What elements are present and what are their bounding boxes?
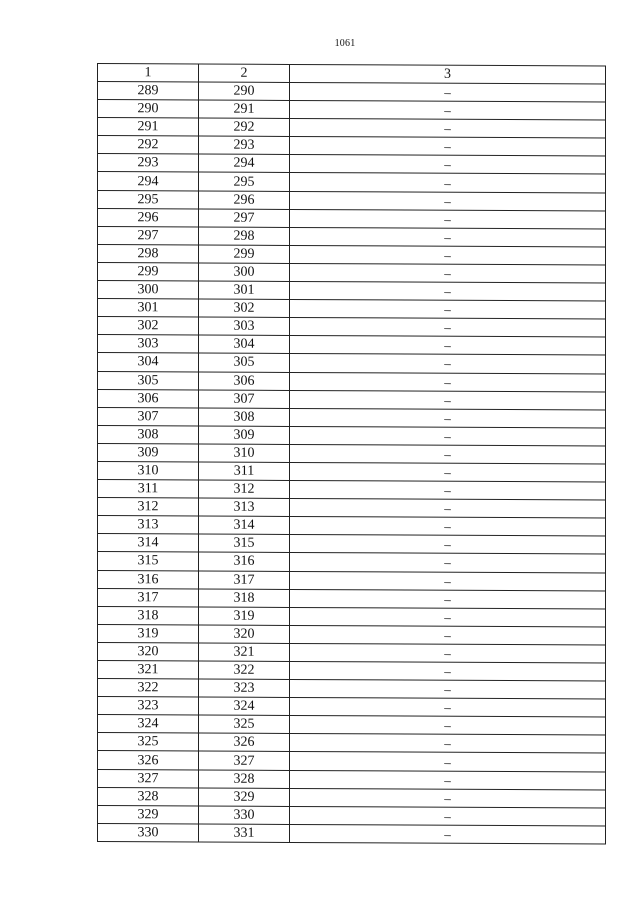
cell-col-3: – bbox=[290, 82, 606, 102]
cell-col-2: 290 bbox=[199, 82, 290, 101]
cell-col-2: 315 bbox=[199, 534, 290, 553]
cell-col-1: 322 bbox=[98, 679, 199, 698]
cell-col-3: – bbox=[290, 571, 606, 591]
cell-col-1: 310 bbox=[98, 461, 199, 480]
cell-col-2: 295 bbox=[199, 172, 290, 191]
cell-col-2: 300 bbox=[199, 263, 290, 282]
cell-col-2: 292 bbox=[199, 118, 290, 137]
cell-col-3: – bbox=[290, 191, 606, 211]
cell-col-1: 306 bbox=[98, 389, 199, 408]
cell-col-2: 327 bbox=[199, 751, 290, 770]
cell-col-3: – bbox=[290, 372, 606, 392]
cell-col-2: 319 bbox=[199, 607, 290, 626]
page-number: 1061 bbox=[334, 38, 356, 49]
cell-col-1: 299 bbox=[98, 262, 199, 281]
column-header-3: 3 bbox=[290, 64, 606, 84]
cell-col-1: 295 bbox=[98, 190, 199, 209]
cell-col-1: 292 bbox=[98, 136, 199, 155]
cell-col-3: – bbox=[290, 716, 606, 736]
cell-col-2: 326 bbox=[199, 733, 290, 752]
cell-col-2: 311 bbox=[199, 462, 290, 481]
cell-col-2: 307 bbox=[199, 390, 290, 409]
cell-col-1: 309 bbox=[98, 443, 199, 462]
cell-col-3: – bbox=[290, 426, 606, 446]
cell-col-2: 318 bbox=[199, 589, 290, 608]
cell-col-1: 324 bbox=[98, 715, 199, 734]
cell-col-2: 296 bbox=[199, 191, 290, 210]
cell-col-1: 330 bbox=[98, 823, 199, 842]
cell-col-2: 302 bbox=[199, 299, 290, 318]
cell-col-2: 316 bbox=[199, 552, 290, 571]
cell-col-2: 293 bbox=[199, 136, 290, 155]
cell-col-2: 317 bbox=[199, 571, 290, 590]
cell-col-1: 318 bbox=[98, 606, 199, 625]
cell-col-2: 294 bbox=[199, 154, 290, 173]
cell-col-1: 291 bbox=[98, 118, 199, 137]
cell-col-2: 298 bbox=[199, 227, 290, 246]
cell-col-2: 309 bbox=[199, 426, 290, 445]
column-header-1: 1 bbox=[98, 64, 199, 82]
cell-col-1: 316 bbox=[98, 570, 199, 589]
table-body bbox=[98, 82, 606, 844]
cell-col-2: 301 bbox=[199, 281, 290, 300]
cell-col-3: – bbox=[290, 643, 606, 663]
cell-col-3: – bbox=[290, 734, 606, 754]
cell-col-1: 323 bbox=[98, 697, 199, 716]
cell-col-3: – bbox=[290, 607, 606, 627]
cell-col-3: – bbox=[290, 589, 606, 609]
cell-col-3: – bbox=[290, 788, 606, 808]
cell-col-3: – bbox=[290, 354, 606, 374]
cell-col-1: 305 bbox=[98, 371, 199, 390]
cell-col-2: 321 bbox=[199, 643, 290, 662]
cell-col-3: – bbox=[290, 336, 606, 356]
cell-col-1: 298 bbox=[98, 244, 199, 263]
cell-col-3: – bbox=[290, 281, 606, 301]
cell-col-3: – bbox=[290, 245, 606, 265]
cell-col-3: – bbox=[290, 300, 606, 320]
cell-col-1: 328 bbox=[98, 787, 199, 806]
cell-col-1: 302 bbox=[98, 317, 199, 336]
cell-col-3: – bbox=[290, 462, 606, 482]
cell-col-3: – bbox=[290, 137, 606, 157]
cell-col-2: 330 bbox=[199, 806, 290, 825]
cell-col-1: 325 bbox=[98, 733, 199, 752]
cell-col-1: 313 bbox=[98, 516, 199, 535]
cell-col-2: 308 bbox=[199, 408, 290, 427]
cell-col-2: 291 bbox=[199, 100, 290, 119]
cell-col-1: 312 bbox=[98, 498, 199, 517]
cell-col-2: 299 bbox=[199, 245, 290, 264]
cell-col-1: 314 bbox=[98, 534, 199, 553]
cell-col-1: 294 bbox=[98, 172, 199, 191]
cell-col-1: 303 bbox=[98, 335, 199, 354]
cell-col-3: – bbox=[290, 119, 606, 139]
cell-col-3: – bbox=[290, 553, 606, 573]
cell-col-3: – bbox=[290, 408, 606, 428]
cell-col-3: – bbox=[290, 698, 606, 718]
cell-col-2: 320 bbox=[199, 625, 290, 644]
cell-col-3: – bbox=[290, 263, 606, 283]
cell-col-1: 289 bbox=[98, 82, 199, 101]
cell-col-2: 325 bbox=[199, 715, 290, 734]
cell-col-2: 305 bbox=[199, 353, 290, 372]
cell-col-2: 324 bbox=[199, 697, 290, 716]
cell-col-1: 317 bbox=[98, 588, 199, 607]
cell-col-1: 321 bbox=[98, 661, 199, 680]
cell-col-1: 311 bbox=[98, 480, 199, 499]
cell-col-1: 290 bbox=[98, 100, 199, 119]
cell-col-2: 323 bbox=[199, 679, 290, 698]
data-table bbox=[97, 63, 606, 844]
cell-col-3: – bbox=[290, 444, 606, 464]
cell-col-3: – bbox=[290, 517, 606, 537]
cell-col-1: 326 bbox=[98, 751, 199, 770]
table-row bbox=[98, 823, 606, 844]
column-header-2: 2 bbox=[199, 64, 290, 82]
cell-col-2: 322 bbox=[199, 661, 290, 680]
cell-col-3: – bbox=[290, 227, 606, 247]
cell-col-1: 293 bbox=[98, 154, 199, 173]
cell-col-3: – bbox=[290, 481, 606, 501]
cell-col-2: 303 bbox=[199, 317, 290, 336]
cell-col-1: 329 bbox=[98, 805, 199, 824]
cell-col-3: – bbox=[290, 680, 606, 700]
cell-col-2: 329 bbox=[199, 788, 290, 807]
cell-col-3: – bbox=[290, 752, 606, 772]
table-container bbox=[97, 63, 606, 844]
cell-col-2: 314 bbox=[199, 516, 290, 535]
cell-col-1: 301 bbox=[98, 299, 199, 318]
cell-col-3: – bbox=[290, 770, 606, 790]
cell-col-1: 296 bbox=[98, 208, 199, 227]
cell-col-1: 320 bbox=[98, 642, 199, 661]
cell-col-1: 297 bbox=[98, 226, 199, 245]
cell-col-1: 319 bbox=[98, 624, 199, 643]
cell-col-1: 307 bbox=[98, 407, 199, 426]
cell-col-2: 304 bbox=[199, 335, 290, 354]
cell-col-1: 304 bbox=[98, 353, 199, 372]
cell-col-1: 300 bbox=[98, 281, 199, 300]
cell-col-2: 297 bbox=[199, 209, 290, 228]
cell-col-2: 331 bbox=[199, 824, 290, 843]
cell-col-3: – bbox=[290, 806, 606, 826]
cell-col-3: – bbox=[290, 209, 606, 229]
cell-col-3: – bbox=[290, 625, 606, 645]
cell-col-1: 308 bbox=[98, 425, 199, 444]
cell-col-3: – bbox=[290, 499, 606, 519]
cell-col-3: – bbox=[290, 318, 606, 338]
cell-col-1: 327 bbox=[98, 769, 199, 788]
cell-col-3: – bbox=[290, 155, 606, 175]
cell-col-2: 310 bbox=[199, 444, 290, 463]
cell-col-2: 312 bbox=[199, 480, 290, 499]
cell-col-1: 315 bbox=[98, 552, 199, 571]
cell-col-3: – bbox=[290, 390, 606, 410]
cell-col-3: – bbox=[290, 101, 606, 121]
cell-col-2: 313 bbox=[199, 498, 290, 517]
cell-col-3: – bbox=[290, 824, 606, 844]
cell-col-3: – bbox=[290, 173, 606, 193]
cell-col-2: 328 bbox=[199, 770, 290, 789]
cell-col-3: – bbox=[290, 535, 606, 555]
cell-col-2: 306 bbox=[199, 371, 290, 390]
cell-col-3: – bbox=[290, 661, 606, 681]
